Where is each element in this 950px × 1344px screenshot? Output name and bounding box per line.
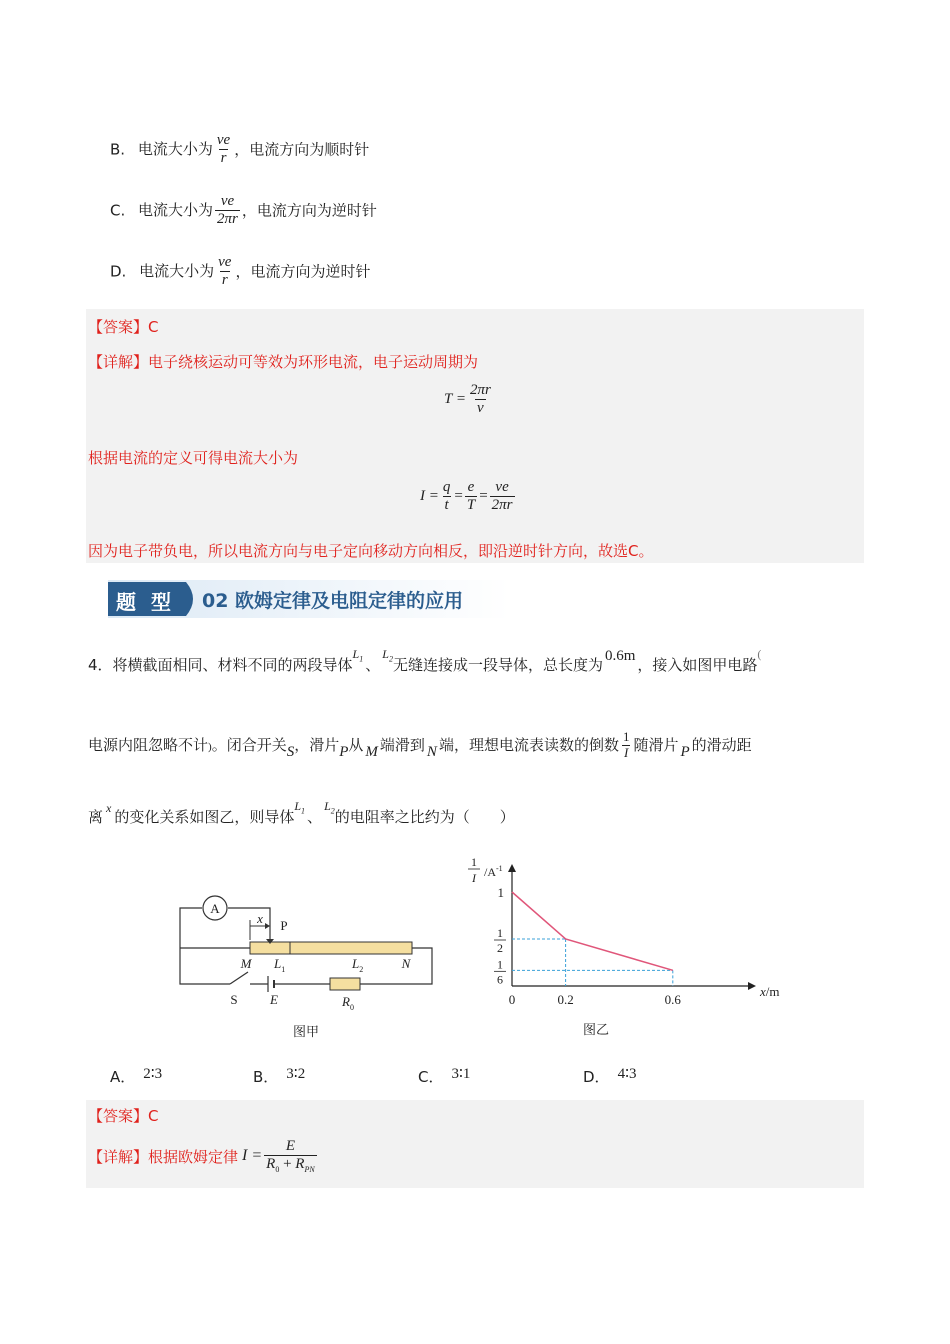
l2-sub: 2 <box>359 965 364 974</box>
math-symbol: L <box>324 799 331 813</box>
question-text: 。闭合开关 <box>211 736 287 754</box>
math-length: 0.6m <box>604 648 636 664</box>
math-symbol: L <box>352 647 360 661</box>
question-line-3 <box>88 799 515 838</box>
fraction-den: t <box>444 497 449 514</box>
den-r0-sub: 0 <box>275 1165 280 1175</box>
wire <box>180 948 230 984</box>
question-line-2 <box>88 730 752 762</box>
math-sub: 2 <box>388 654 393 664</box>
question-text: ，滑片 <box>294 736 340 754</box>
option-text: ，电流方向为顺时针 <box>234 140 370 159</box>
den-rpn-sub: PN <box>304 1165 315 1175</box>
answer-value: C <box>148 1107 159 1125</box>
question-text: 的变化关系如图乙，则导体 <box>114 808 295 826</box>
fraction-den: r <box>221 272 228 289</box>
detail-line-3: 因为电子带负电，所以电流方向与电子定向移动方向相反，即沿逆时针方向，故选C。 <box>88 542 654 560</box>
fraction-den: I <box>624 745 629 760</box>
question-text: ，接入如图甲电路 <box>637 656 758 674</box>
x-axis-arrow <box>748 982 756 990</box>
y-tick-den: 2 <box>497 941 503 955</box>
circuit-diagram <box>170 890 450 1040</box>
ylabel-den: I <box>472 871 476 885</box>
wire <box>180 908 202 948</box>
detail-line-2: 根据电流的定义可得电流大小为 <box>88 449 299 467</box>
option-d <box>110 254 370 290</box>
l1-sub: 1 <box>281 965 286 974</box>
fraction-num: ve <box>220 193 235 209</box>
chart-figure-b <box>460 850 790 1040</box>
fraction-den: T <box>466 497 476 514</box>
choice-letter: B． <box>253 1068 279 1086</box>
option-letter: C. <box>110 201 126 220</box>
separator: 、 <box>365 656 381 674</box>
arrow-head <box>265 923 270 929</box>
math-symbol: L <box>382 647 389 661</box>
den-r0: R <box>266 1156 276 1173</box>
fraction-num: ve <box>495 479 509 495</box>
l1-label <box>273 956 285 974</box>
question-text: 电源内阻忽略不计 <box>88 736 209 754</box>
detail-text: 电子绕核运动可等效为环形电流，电子运动周期为 <box>148 353 479 371</box>
math-sub: 1 <box>359 654 364 664</box>
math-P: P <box>339 744 349 760</box>
choice-value: 4∶3 <box>617 1066 637 1082</box>
math-L2 <box>382 647 393 664</box>
question-text: 的滑动距 <box>691 736 752 754</box>
fraction-num: E <box>285 1138 296 1154</box>
detail-line-ohm <box>88 1138 319 1174</box>
option-letter: B. <box>110 140 126 159</box>
detail-label: 【详解】 <box>88 353 149 371</box>
x-tick-label: 0 <box>508 992 516 1007</box>
y-tick-den: 6 <box>497 972 503 987</box>
option-text: 电流大小为 <box>139 262 215 281</box>
den-rpn: R <box>295 1156 305 1173</box>
option-b <box>110 132 369 168</box>
conductor-L2 <box>290 942 412 954</box>
e-label: E <box>270 992 278 1007</box>
math-S: S <box>286 744 295 760</box>
fraction <box>465 479 477 515</box>
answer-line <box>88 316 159 337</box>
y-axis-arrow <box>508 864 516 872</box>
math-M: M <box>365 744 378 760</box>
section-banner <box>108 580 510 618</box>
paren: ( <box>757 647 762 661</box>
m-label: M <box>240 956 252 971</box>
fraction-den: 2πr <box>217 211 238 228</box>
question-text: 无缝连接成一段导体，总长度为 <box>392 656 603 674</box>
math-L1 <box>352 647 364 664</box>
fraction-den <box>264 1155 317 1174</box>
answer-box <box>86 309 864 563</box>
equation-period <box>444 382 495 418</box>
caption-figure-b: 图乙 <box>582 1022 610 1037</box>
fraction <box>468 382 493 418</box>
r0-label <box>341 994 354 1012</box>
caption-figure-a: 图甲 <box>292 1024 320 1039</box>
fraction-num: ve <box>216 132 231 148</box>
option-text: 电流大小为 <box>138 201 214 220</box>
series-line <box>512 892 673 970</box>
question-text: 4．将横截面相同、材料不同的两段导体 <box>88 656 353 674</box>
s-label: S <box>230 992 238 1007</box>
fraction-num: ve <box>218 254 232 270</box>
eq-sign: = <box>479 488 488 505</box>
choice-d[interactable] <box>583 1066 636 1087</box>
paren: ) <box>208 741 212 753</box>
ylabel-num: 1 <box>471 855 477 869</box>
option-text: ，电流方向为逆时针 <box>241 201 377 220</box>
l2-label <box>351 956 363 974</box>
x-axis-label: x/m <box>760 984 780 999</box>
n-label: N <box>401 956 411 971</box>
question-text: 离 <box>88 808 104 826</box>
resistor-icon <box>330 978 360 990</box>
math-symbol: L <box>294 799 302 813</box>
choice-value: 3∶2 <box>286 1066 306 1082</box>
detail-label: 【详解】 <box>88 1147 149 1166</box>
x-tick-label: 0.6 <box>664 992 681 1007</box>
math-L2 <box>324 799 335 816</box>
fraction-ohm <box>264 1138 317 1174</box>
r-symbol: R <box>342 994 350 1009</box>
p-label: P <box>280 918 288 933</box>
choice-value: 3∶1 <box>451 1066 471 1082</box>
option-c <box>110 193 377 229</box>
x-tick-label: 0.2 <box>557 992 574 1007</box>
eq-lhs: T = <box>444 391 466 408</box>
fraction-num: q <box>442 479 451 495</box>
fraction-num: e <box>467 479 475 495</box>
switch-blade <box>230 972 248 984</box>
fraction-num: 2πr <box>469 382 491 398</box>
fraction-den: r <box>220 150 227 167</box>
y-tick-label: 1 <box>497 885 504 900</box>
choice-a[interactable] <box>110 1066 162 1087</box>
fraction-num: 1 <box>622 729 630 745</box>
detail-line <box>88 351 478 372</box>
fraction <box>441 479 453 515</box>
math-sub: 1 <box>301 806 306 816</box>
y-axis-label <box>468 855 503 885</box>
section-title: 02 欧姆定律及电阻定律的应用 <box>202 590 464 612</box>
choice-b[interactable] <box>253 1066 305 1087</box>
wire <box>228 908 270 939</box>
question-line-1 <box>88 647 762 686</box>
answer-value: C <box>148 318 159 336</box>
detail-text: 根据欧姆定律 <box>148 1147 239 1166</box>
ammeter-label: A <box>210 901 220 916</box>
question-text: 端滑到 <box>379 736 425 754</box>
choice-letter: D． <box>583 1068 610 1086</box>
section-badge: 题 型 <box>116 590 175 614</box>
question-text: 的电阻率之比约为（ ） <box>334 808 515 826</box>
question-text: 从 <box>348 736 364 754</box>
eq-sign: = <box>454 488 463 505</box>
equation-current <box>420 479 517 515</box>
l-symbol: L <box>274 956 282 971</box>
fraction-den: 2πr <box>491 497 513 514</box>
option-letter: D. <box>110 262 127 281</box>
math-L1 <box>294 799 306 816</box>
y-tick-num: 1 <box>497 957 503 972</box>
question-text: 随滑片 <box>633 736 679 754</box>
math-N: N <box>426 744 437 760</box>
choice-c[interactable] <box>418 1066 470 1087</box>
l-symbol: L <box>352 956 360 971</box>
fraction-inverse <box>621 730 632 761</box>
eq-lhs: I = <box>420 488 439 505</box>
option-text: 电流大小为 <box>137 140 213 159</box>
choice-letter: C． <box>418 1068 444 1086</box>
math-P: P <box>680 744 690 760</box>
ylabel-unit: $/A^{-1}$ <box>484 864 503 879</box>
answer-line-2 <box>88 1105 159 1126</box>
eq-lhs: I = <box>242 1147 263 1165</box>
fraction <box>215 193 240 229</box>
fraction-den: v <box>477 400 484 417</box>
choice-letter: A． <box>110 1068 136 1086</box>
r0-sub: 0 <box>349 1003 354 1012</box>
fraction <box>216 254 233 290</box>
y-tick-num: 1 <box>497 926 503 940</box>
choice-value: 2∶3 <box>143 1066 163 1082</box>
fraction <box>490 479 515 515</box>
option-text: ，电流方向为逆时针 <box>235 262 371 281</box>
answer-label: 【答案】 <box>88 1107 149 1125</box>
math-sub: 2 <box>330 806 335 816</box>
answer-label: 【答案】 <box>88 318 149 336</box>
question-text: 端，理想电流表读数的倒数 <box>438 736 619 754</box>
x-label: x <box>257 911 263 926</box>
den-plus: + <box>279 1156 296 1173</box>
math-x: x <box>106 801 112 815</box>
separator: 、 <box>307 808 323 826</box>
fraction <box>215 132 232 168</box>
